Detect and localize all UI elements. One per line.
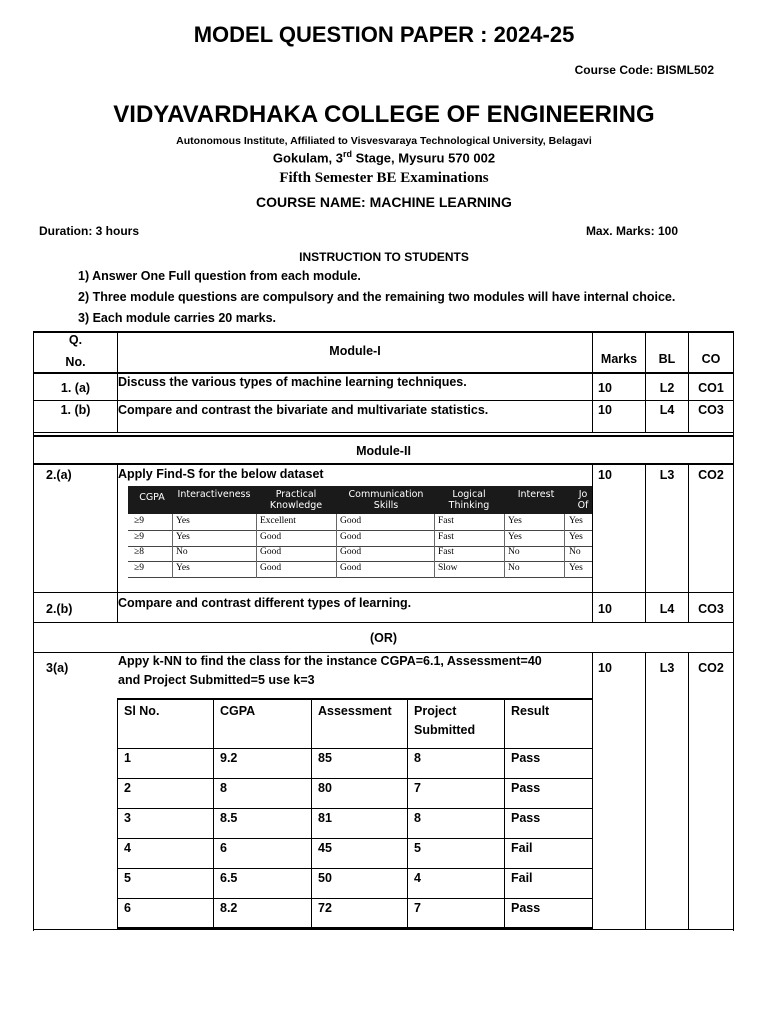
question-bl: L4 (659, 403, 675, 417)
knn-cell: 80 (318, 781, 332, 795)
knn-cell: 7 (414, 781, 421, 795)
instruction-item: 3) Each module carries 20 marks. (78, 311, 277, 325)
dataset-row-line (128, 561, 592, 562)
question-bl: L3 (659, 468, 675, 482)
address-sup: rd (343, 149, 352, 159)
instruction-item: 1) Answer One Full question from each module. (78, 269, 361, 283)
question-number: 2.(b) (46, 602, 73, 616)
semester: Fifth Semester BE Examinations (279, 170, 489, 186)
dataset-header: Interactiveness (177, 489, 251, 500)
knn-cell: 8.5 (220, 811, 238, 825)
table-border (592, 652, 593, 930)
knn-header: Sl No. (124, 704, 160, 718)
knn-header: CGPA (220, 704, 256, 718)
instruction-item: 2) Three module questions are compulsory and the remaining two modules will have internal choice. (78, 290, 676, 304)
knn-cell: 1 (124, 751, 131, 765)
question-co: CO2 (698, 661, 724, 675)
question-marks: 10 (598, 403, 612, 417)
dataset-header: Communication Skills (348, 489, 424, 511)
knn-border (504, 698, 505, 929)
dataset-col-line (564, 514, 565, 578)
table-border (688, 463, 689, 623)
dataset-cell: Fast (438, 516, 454, 526)
module-2-heading: Module-II (356, 444, 411, 458)
question-bl: L2 (659, 381, 675, 395)
knn-cell: Pass (511, 781, 541, 795)
knn-cell: 3 (124, 811, 131, 825)
dataset-cell: Good (260, 532, 282, 542)
dataset-cell: Good (340, 563, 362, 573)
dataset-cell: Yes (508, 516, 522, 526)
question-number: 1. (b) (60, 403, 91, 417)
knn-cell: 6 (220, 841, 227, 855)
table-border (33, 372, 734, 374)
dataset-cell: No (508, 547, 520, 557)
dataset-cell: Fast (438, 532, 454, 542)
knn-border (117, 927, 593, 929)
dataset-cell: ≥8 (134, 547, 144, 557)
knn-cell: Pass (511, 751, 541, 765)
dataset-cell: Yes (176, 532, 190, 542)
dataset-cell: Good (260, 563, 282, 573)
question-co: CO2 (698, 468, 724, 482)
col-marks: Marks (600, 352, 638, 366)
address-post: Stage, Mysuru 570 002 (352, 150, 496, 166)
dataset-header: Interest (517, 489, 555, 500)
knn-border (117, 868, 593, 869)
knn-cell: 7 (414, 901, 421, 915)
question-text: Compare and contrast different types of learning. (118, 596, 412, 610)
dataset-cell: Excellent (260, 516, 296, 526)
module-1-heading: Module-I (329, 344, 381, 358)
table-border (33, 432, 734, 433)
dataset-cell: No (508, 563, 520, 573)
knn-border (407, 698, 408, 929)
question-co: CO1 (698, 381, 724, 395)
question-text: Compare and contrast the bivariate and multivariate statistics. (118, 403, 489, 417)
question-marks: 10 (598, 602, 612, 616)
knn-cell: 85 (318, 751, 332, 765)
dataset-cell: Fast (438, 547, 454, 557)
knn-cell: 5 (414, 841, 421, 855)
col-bl: BL (658, 352, 676, 366)
dataset-cell: ≥9 (134, 563, 144, 573)
table-border (33, 652, 734, 653)
course-code: Course Code: BISML502 (574, 63, 714, 77)
knn-cell: 6.5 (220, 871, 238, 885)
knn-cell: 8 (414, 751, 421, 765)
knn-cell: Fail (511, 841, 533, 855)
dataset-image (128, 486, 592, 578)
dataset-col-line (172, 514, 173, 578)
dataset-cell: Yes (176, 563, 190, 573)
knn-header: Assessment (318, 704, 392, 718)
dataset-cell: Yes (176, 516, 190, 526)
table-border (733, 331, 734, 931)
knn-header: Project Submitted (414, 704, 476, 737)
course-name: COURSE NAME: MACHINE LEARNING (256, 194, 512, 210)
knn-header: Result (511, 704, 550, 718)
knn-cell: 50 (318, 871, 332, 885)
knn-cell: 4 (414, 871, 421, 885)
knn-border (117, 808, 593, 809)
college-name: VIDYAVARDHAKA COLLEGE OF ENGINEERING (113, 101, 655, 128)
dataset-cell: Good (260, 547, 282, 557)
knn-cell: 72 (318, 901, 332, 915)
page-title: MODEL QUESTION PAPER : 2024-25 (193, 22, 575, 47)
dataset-cell: No (569, 547, 581, 557)
question-co: CO3 (698, 602, 724, 616)
dataset-col-line (256, 514, 257, 578)
knn-border (117, 838, 593, 839)
question-text: Apply Find-S for the below dataset (118, 467, 324, 481)
dataset-cell: No (176, 547, 188, 557)
knn-cell: 8.2 (220, 901, 238, 915)
question-number: 3(a) (46, 661, 69, 675)
dataset-cell: ≥9 (134, 516, 144, 526)
dataset-header: Jo Of (577, 489, 589, 511)
instructions-heading: INSTRUCTION TO STUDENTS (299, 250, 469, 264)
dataset-header: Logical Thinking (448, 489, 490, 511)
knn-border (117, 698, 118, 929)
dataset-cell: Good (340, 547, 362, 557)
question-text-line2: and Project Submitted=5 use k=3 (118, 673, 315, 687)
table-border (592, 331, 593, 433)
knn-border (117, 698, 593, 700)
dataset-cell: Yes (508, 532, 522, 542)
dataset-col-line (336, 514, 337, 578)
dataset-cell: Good (340, 532, 362, 542)
knn-cell: 45 (318, 841, 332, 855)
knn-cell: 8 (220, 781, 227, 795)
dataset-col-line (504, 514, 505, 578)
knn-border (117, 898, 593, 899)
duration: Duration: 3 hours (39, 224, 140, 238)
knn-cell: 9.2 (220, 751, 238, 765)
knn-cell: Pass (511, 811, 541, 825)
question-marks: 10 (598, 661, 612, 675)
knn-cell: Fail (511, 871, 533, 885)
table-border (33, 400, 734, 401)
knn-cell: Pass (511, 901, 541, 915)
question-number: 2.(a) (46, 468, 72, 482)
dataset-cell: Yes (569, 563, 583, 573)
dataset-cell: Good (340, 516, 362, 526)
table-border (33, 331, 734, 333)
dataset-cell: Yes (569, 516, 583, 526)
question-marks: 10 (598, 381, 612, 395)
knn-border (117, 748, 593, 749)
knn-cell: 5 (124, 871, 131, 885)
question-text: Discuss the various types of machine learning techniques. (118, 375, 467, 389)
table-border (592, 463, 593, 623)
dataset-col-line (434, 514, 435, 578)
col-no: No. (65, 355, 86, 369)
dataset-cell: ≥9 (134, 532, 144, 542)
affiliation: Autonomous Institute, Affiliated to Visvesvaraya Technological University, Belagavi (176, 135, 592, 147)
dataset-cell: Slow (438, 563, 458, 573)
knn-cell: 6 (124, 901, 131, 915)
dataset-header: CGPA (139, 492, 165, 503)
table-border (33, 929, 734, 930)
address (0, 149, 768, 165)
or-label: (OR) (369, 631, 398, 645)
question-text-line1: Appy k-NN to find the class for the instance CGPA=6.1, Assessment=40 (118, 654, 542, 668)
knn-border (311, 698, 312, 929)
col-co: CO (701, 352, 721, 366)
dataset-row-line (128, 530, 592, 531)
knn-cell: 4 (124, 841, 131, 855)
col-q: Q. (68, 333, 83, 347)
question-bl: L3 (659, 661, 675, 675)
question-marks: 10 (598, 468, 612, 482)
dataset-cell: Yes (569, 532, 583, 542)
knn-cell: 81 (318, 811, 332, 825)
question-bl: L4 (659, 602, 675, 616)
table-border (33, 622, 734, 623)
question-number: 1. (a) (60, 381, 91, 395)
dataset-header: Practical Knowledge (269, 489, 323, 511)
knn-border (213, 698, 214, 929)
knn-border (117, 778, 593, 779)
table-border (645, 652, 646, 930)
table-border (645, 463, 646, 623)
max-marks: Max. Marks: 100 (585, 224, 678, 238)
table-border (33, 435, 734, 437)
knn-cell: 2 (124, 781, 131, 795)
dataset-row-line (128, 577, 592, 578)
table-border (33, 592, 734, 593)
address-pre: Gokulam, 3 (272, 150, 343, 166)
knn-cell: 8 (414, 811, 421, 825)
table-border (33, 463, 734, 465)
table-border (688, 652, 689, 930)
question-co: CO3 (698, 403, 724, 417)
